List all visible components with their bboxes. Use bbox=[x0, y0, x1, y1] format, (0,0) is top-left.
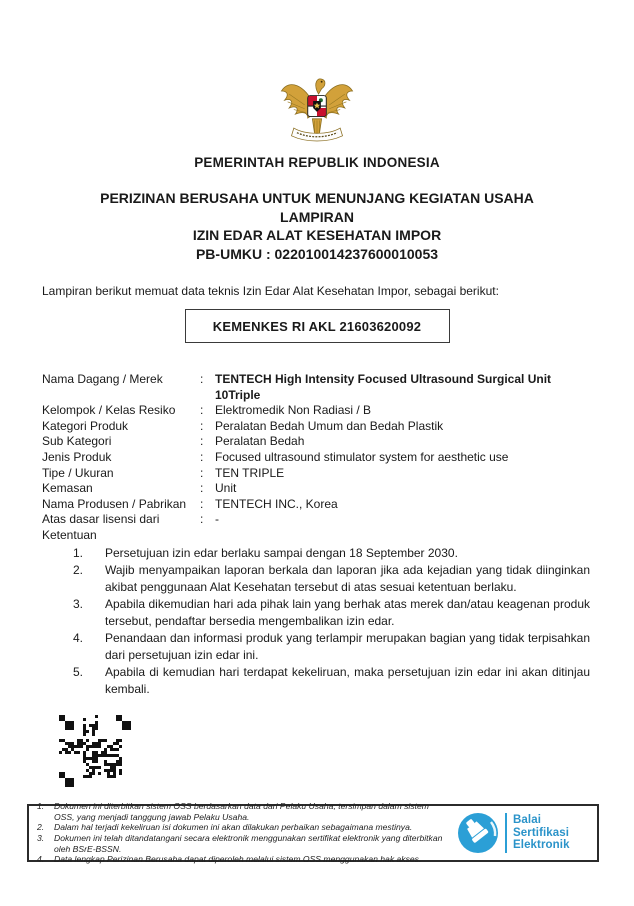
qr-code bbox=[56, 712, 125, 781]
field-value: Elektromedik Non Radiasi / B bbox=[215, 403, 372, 418]
item-number: 3. bbox=[73, 596, 84, 611]
certification-stamp-icon bbox=[457, 812, 499, 854]
note-number: 3. bbox=[37, 833, 45, 843]
ketentuan-title: Ketentuan bbox=[42, 527, 97, 542]
field-value: TEN TRIPLE bbox=[215, 465, 285, 480]
qr-finder-icon bbox=[59, 772, 65, 778]
footer-note bbox=[37, 801, 451, 822]
item-text: Apabila dikemudian hari ada pihak lain yang berhak atas merek dan/atau keagenan produk tersebut, pendaftar bersedia mengembalikan izin edar. bbox=[105, 596, 590, 628]
footer-note bbox=[37, 854, 451, 865]
heading-line-izin-edar: IZIN EDAR ALAT KESEHATAN IMPOR bbox=[192, 227, 442, 243]
item-number: 1. bbox=[73, 545, 84, 560]
document-heading bbox=[0, 189, 634, 263]
qr-finder-icon bbox=[116, 715, 122, 721]
footer-note bbox=[37, 833, 451, 854]
technical-data-fields bbox=[42, 372, 590, 528]
field-value: Unit bbox=[215, 481, 237, 496]
field-colon: : bbox=[200, 496, 204, 511]
ketentuan-item bbox=[42, 545, 590, 562]
item-text: Penandaan dan informasi produk yang terlampir merupakan bagian yang tidak terpisahkan dari persetujuan izin edar ini. bbox=[105, 630, 590, 662]
field-value: TENTECH High Intensity Focused Ultrasound Surgical Unit 10Triple bbox=[215, 372, 552, 402]
item-text: Apabila di kemudian hari terdapat kekeliruan, maka persetujuan izin edar ini akan ditinjau kembali. bbox=[105, 664, 590, 696]
logo-text-line: Sertifikasi bbox=[513, 826, 570, 839]
field-colon: : bbox=[200, 434, 204, 449]
field-label: Tipe / Ukuran bbox=[42, 465, 114, 480]
item-text: Persetujuan izin edar berlaku sampai dengan 18 September 2030. bbox=[105, 545, 458, 560]
note-text: Dalam hal terjadi kekeliruan isi dokumen ini akan dilakukan perbaikan sebagaimana mestinya. bbox=[54, 822, 413, 833]
field-value: TENTECH INC., Korea bbox=[215, 496, 338, 511]
logo-text-line: Elektronik bbox=[513, 839, 570, 852]
note-number: 2. bbox=[37, 822, 45, 833]
item-text: Wajib menyampaikan laporan berkala dan laporan jika ada kejadian yang tidak diinginkan akibat penggunaan Alat Kesehatan tersebut di atas sesuai ketentuan berlaku. bbox=[105, 562, 590, 594]
field-jenis-produk bbox=[42, 450, 590, 466]
qr-finder-icon bbox=[59, 715, 65, 721]
field-colon: : bbox=[200, 372, 204, 386]
garuda-emblem-icon bbox=[278, 74, 356, 142]
government-title: PEMERINTAH REPUBLIK INDONESIA bbox=[194, 155, 440, 170]
ketentuan-item bbox=[42, 562, 590, 596]
field-colon: : bbox=[200, 512, 204, 527]
bsre-logo bbox=[457, 812, 597, 854]
footer-disclaimer-box bbox=[27, 801, 599, 865]
footer-note bbox=[37, 822, 451, 833]
field-nama-dagang bbox=[42, 372, 590, 403]
field-label: Kemasan bbox=[42, 481, 93, 496]
field-colon: : bbox=[200, 403, 204, 418]
field-value: Peralatan Bedah Umum dan Bedah Plastik bbox=[215, 418, 444, 433]
field-value: - bbox=[215, 512, 219, 527]
field-tipe-ukuran bbox=[42, 466, 590, 482]
heading-line-lampiran: LAMPIRAN bbox=[280, 208, 354, 225]
intro-text: Lampiran berikut memuat data teknis Izin Edar Alat Kesehatan Impor, sebagai berikut: bbox=[42, 284, 499, 298]
ketentuan-item bbox=[42, 630, 590, 664]
permit-number: KEMENKES RI AKL 21603620092 bbox=[212, 318, 422, 334]
note-text: Dokumen ini diterbitkan sistem OSS berdasarkan data dari Pelaku Usaha, tersimpan dalam sistem OSS, yang menjadi tanggung jawab Pelaku Usaha. bbox=[54, 801, 429, 822]
field-label: Nama Produsen / Pabrikan bbox=[42, 496, 187, 511]
field-value: Focused ultrasound stimulator system for aesthetic use bbox=[215, 449, 509, 464]
field-label: Nama Dagang / Merek bbox=[42, 372, 163, 386]
ketentuan-list bbox=[42, 545, 590, 698]
bsre-logo-text bbox=[513, 814, 570, 852]
item-number: 4. bbox=[73, 630, 84, 645]
note-number: 4. bbox=[37, 854, 45, 865]
note-text: Dokumen ini telah ditandatangani secara elektronik menggunakan sertifikat elektronik yang diterbitkan oleh BSrE-BSSN. bbox=[54, 833, 443, 854]
field-value: Peralatan Bedah bbox=[215, 434, 305, 449]
note-number: 1. bbox=[37, 801, 45, 812]
field-sub-kategori bbox=[42, 434, 590, 450]
field-kemasan bbox=[42, 481, 590, 497]
field-label: Kategori Produk bbox=[42, 418, 129, 433]
field-label: Jenis Produk bbox=[42, 449, 112, 464]
field-colon: : bbox=[200, 481, 204, 496]
logo-divider bbox=[505, 813, 507, 853]
field-label: Sub Kategori bbox=[42, 434, 112, 449]
permit-number-box bbox=[185, 309, 450, 343]
field-colon: : bbox=[200, 449, 204, 464]
field-label: Kelompok / Kelas Resiko bbox=[42, 403, 176, 418]
emblem-container bbox=[0, 74, 634, 142]
heading-line-pb-umku: PB-UMKU : 022010014237600010053 bbox=[195, 245, 439, 262]
field-kategori-produk bbox=[42, 419, 590, 435]
field-atas-dasar-lisensi bbox=[42, 512, 590, 528]
field-label: Atas dasar lisensi dari bbox=[42, 512, 160, 527]
note-text: Data lengkap Perizinan Berusaha dapat diperoleh melalui sistem OSS menggunakan hak akses. bbox=[54, 854, 422, 865]
item-number: 2. bbox=[73, 562, 84, 577]
field-kelompok bbox=[42, 403, 590, 419]
ketentuan-item bbox=[42, 596, 590, 630]
field-nama-produsen bbox=[42, 497, 590, 513]
field-colon: : bbox=[200, 465, 204, 480]
field-colon: : bbox=[200, 418, 204, 433]
logo-text-line: Balai bbox=[513, 814, 541, 827]
item-number: 5. bbox=[73, 664, 84, 679]
ketentuan-item bbox=[42, 664, 590, 698]
heading-line-business-permit: PERIZINAN BERUSAHA UNTUK MENUNJANG KEGIATAN USAHA bbox=[100, 190, 534, 206]
footer-notes bbox=[29, 798, 457, 868]
